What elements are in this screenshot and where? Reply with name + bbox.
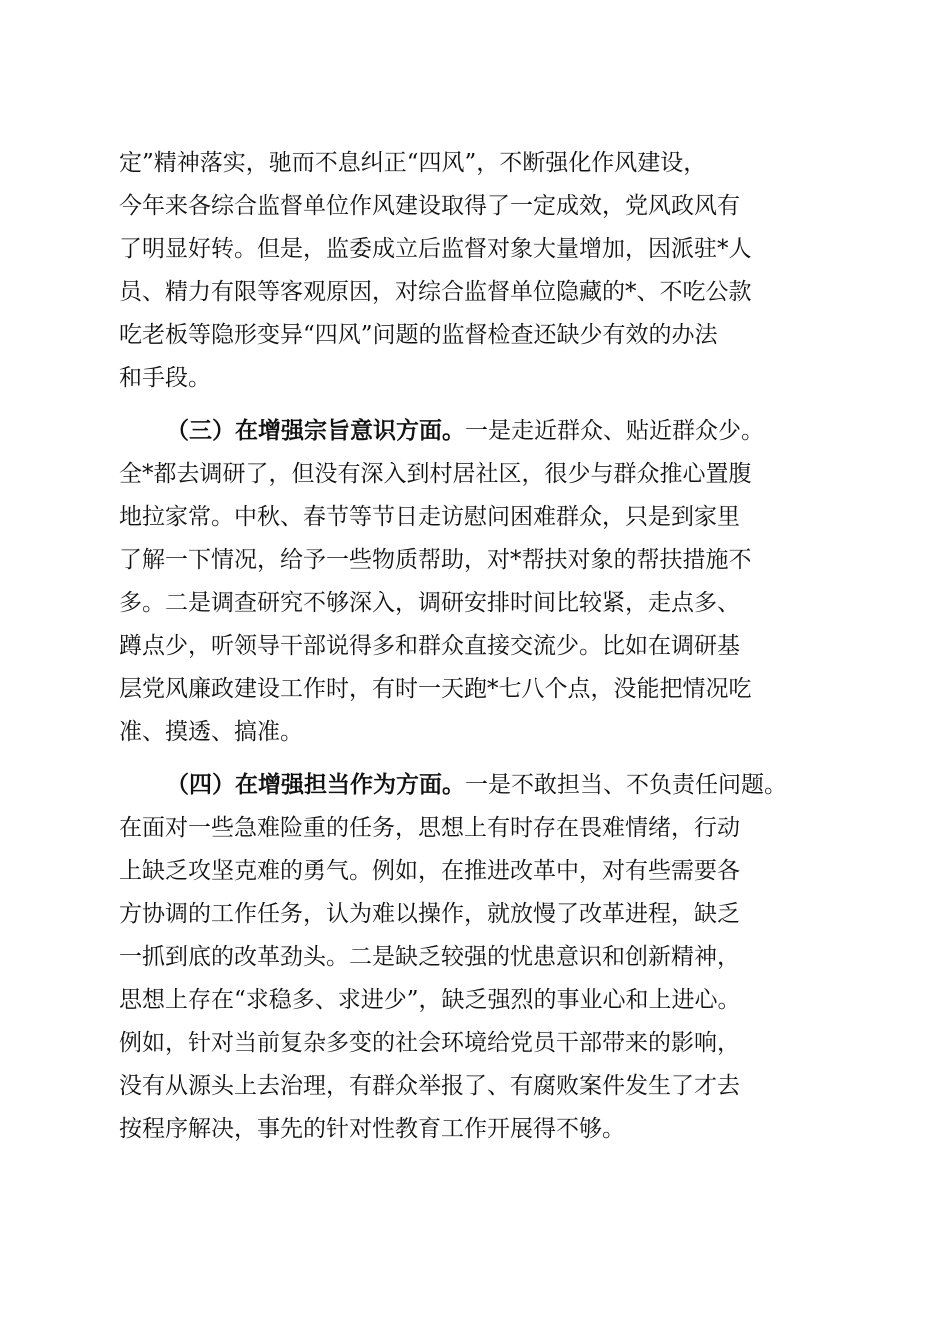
paragraph-2-line-4: 了解一下情况，给予一些物质帮助，对*帮扶对象的帮扶措施不 xyxy=(119,547,752,573)
paragraph-2-line-7: 层党风廉政建设工作时，有时一天跑*七八个点，没能把情况吃 xyxy=(119,676,752,702)
paragraph-2-line-5: 多。二是调查研究不够深入，调研安排时间比较紧，走点多、 xyxy=(119,590,740,616)
paragraph-2-line-6: 蹲点少，听领导干部说得多和群众直接交流少。比如在调研基 xyxy=(119,633,740,659)
paragraph-2-line-3: 地拉家常。中秋、春节等节日走访慰问困难群众，只是到家里 xyxy=(119,504,740,530)
paragraph-1-line-3: 了明显好转。但是，监委成立后监督对象大量增加，因派驻*人 xyxy=(119,236,752,262)
paragraph-3-line-6: 思想上存在“求稳多、求进少”，缺乏强烈的事业心和上进心。 xyxy=(119,987,741,1013)
paragraph-1-line-5: 吃老板等隐形变异“四风”问题的监督检查还缺少有效的办法 xyxy=(119,322,718,348)
paragraph-3-line-7: 例如，针对当前复杂多变的社会环境给党员干部带来的影响， xyxy=(119,1030,740,1056)
paragraph-1-line-4: 员、精力有限等客观原因，对综合监督单位隐藏的*、不吃公款 xyxy=(119,279,752,305)
paragraph-3-line-9: 按程序解决，事先的针对性教育工作开展得不够。 xyxy=(119,1116,625,1142)
paragraph-1-line-1: 定”精神落实，驰而不息纠正“四风”，不断强化作风建设， xyxy=(119,150,707,176)
paragraph-3-line-4: 方协调的工作任务，认为难以操作，就放慢了改革进程，缺乏 xyxy=(119,901,740,927)
paragraph-1-line-2: 今年来各综合监督单位作风建设取得了一定成效，党风政风有 xyxy=(119,193,740,219)
paragraph-2-line-8: 准、摸透、搞准。 xyxy=(119,719,303,745)
paragraph-3-line-5: 一抓到底的改革劲头。二是缺乏较强的忧患意识和创新精神， xyxy=(119,944,740,970)
paragraph-2-heading: （三）在增强宗旨意识方面。 xyxy=(166,417,465,444)
paragraph-3-first-line xyxy=(166,765,787,805)
paragraph-2-line-2: 全*都去调研了，但没有深入到村居社区，很少与群众推心置腹 xyxy=(119,461,752,487)
paragraph-1-line-6: 和手段。 xyxy=(119,365,211,391)
paragraph-2-first-line xyxy=(166,411,764,451)
paragraph-2-first-line-text: 一是走近群众、贴近群众少。 xyxy=(465,418,764,444)
paragraph-3-line-8: 没有从源头上去治理，有群众举报了、有腐败案件发生了才去 xyxy=(119,1073,740,1099)
paragraph-3-line-3: 上缺乏攻坚克难的勇气。例如，在推进改革中，对有些需要各 xyxy=(119,858,740,884)
paragraph-3-heading: （四）在增强担当作为方面。 xyxy=(166,771,465,798)
paragraph-3-first-line-text: 一是不敢担当、不负责任问题。 xyxy=(465,772,787,798)
paragraph-3-line-2: 在面对一些急难险重的任务，思想上有时存在畏难情绪，行动 xyxy=(119,815,740,841)
